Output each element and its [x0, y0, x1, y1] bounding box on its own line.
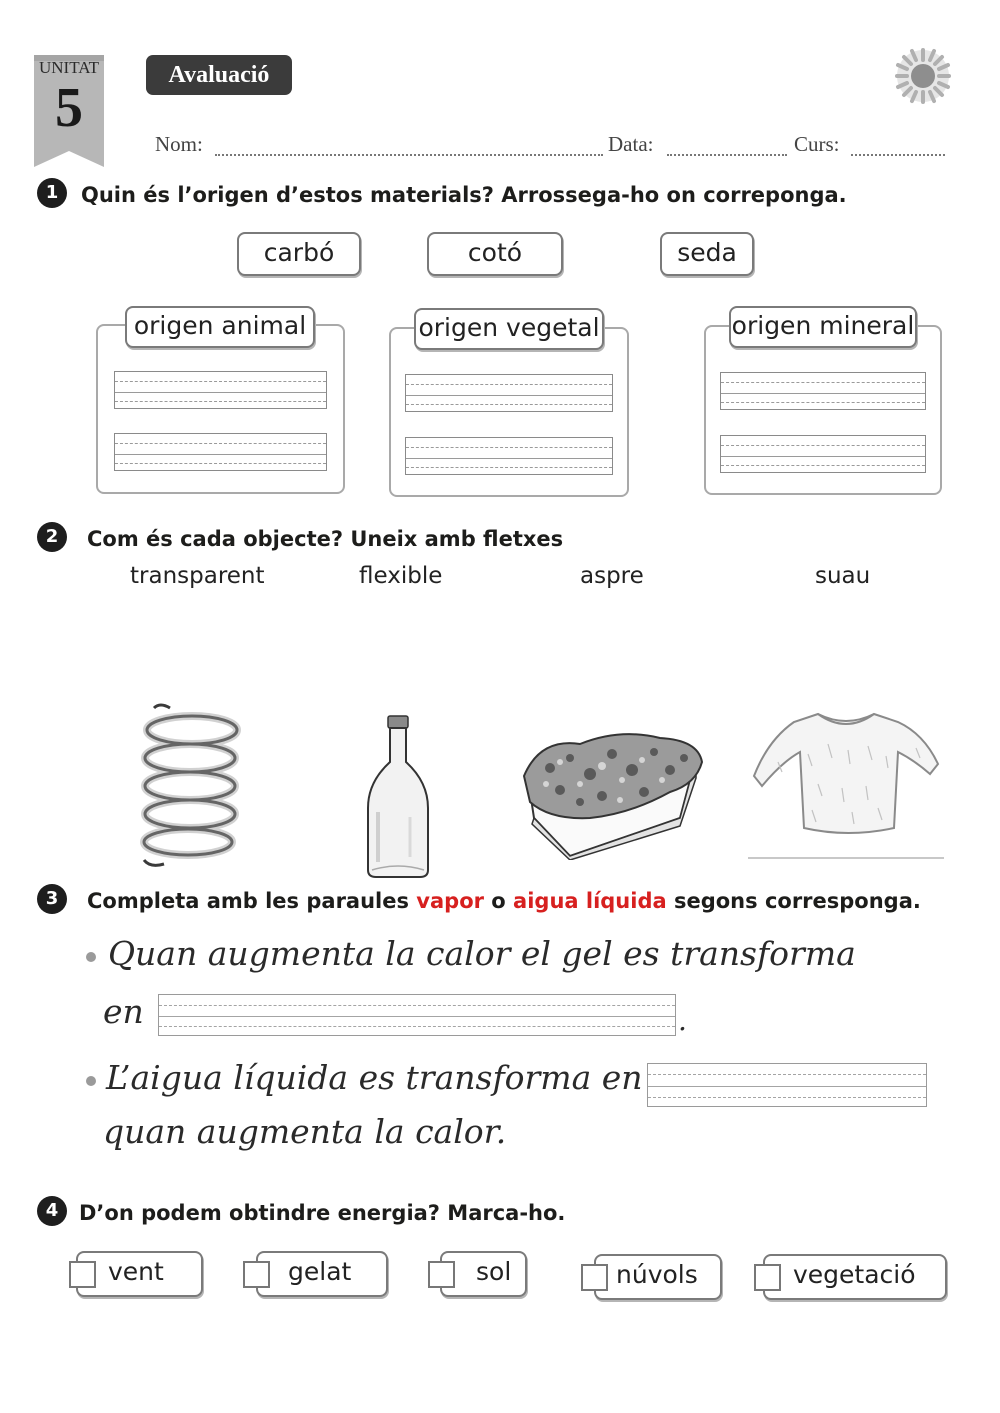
date-field[interactable]: [667, 154, 787, 156]
drop-slot-vegetal-1[interactable]: [405, 374, 613, 412]
category-label-vegetal: origen vegetal: [414, 308, 604, 350]
word-chip-coto[interactable]: cotó: [427, 232, 563, 276]
sentence-2-line-1: L’aigua líquida es transforma en: [106, 1058, 643, 1097]
option-vegetacio[interactable]: vegetació: [763, 1254, 947, 1300]
course-label: Curs:: [794, 132, 840, 156]
sentence-2-line-2: quan augmenta la calor.: [103, 1112, 507, 1151]
sentence-1-line-2: en: [103, 992, 144, 1031]
answer-field-2[interactable]: [647, 1063, 927, 1107]
adjective-transparent[interactable]: transparent: [130, 563, 265, 589]
sweater-image[interactable]: [748, 704, 944, 860]
bullet-2: [86, 1076, 96, 1086]
checkbox-gelat[interactable]: [243, 1261, 270, 1288]
question-3-text-after: segons corresponga.: [666, 889, 921, 913]
unit-label: UNITAT: [38, 58, 99, 77]
sentence-1-line-1: Quan augmenta la calor el gel es transforma: [108, 934, 856, 973]
checkbox-sol[interactable]: [428, 1261, 455, 1288]
question-3-text-mid: o: [483, 889, 514, 913]
option-sol[interactable]: sol: [440, 1251, 527, 1297]
drop-slot-mineral-1[interactable]: [720, 372, 926, 410]
option-nuvols[interactable]: núvols: [594, 1254, 722, 1300]
bottle-image[interactable]: [360, 712, 436, 880]
question-2-text: Com és cada objecte? Uneix amb fletxes: [87, 527, 564, 551]
word-chip-carbo[interactable]: carbó: [237, 232, 361, 276]
checkbox-nuvols[interactable]: [581, 1264, 608, 1291]
drop-slot-animal-2[interactable]: [114, 433, 327, 471]
question-1-text: Quin és l’origen d’estos materials? Arrossega-ho on correponga.: [81, 183, 847, 207]
question-3-text: [87, 889, 921, 913]
name-field[interactable]: [215, 154, 603, 156]
checkbox-vegetacio[interactable]: [754, 1264, 781, 1291]
date-label: Data:: [608, 132, 654, 156]
unit-number: 5: [55, 77, 83, 139]
option-gelat[interactable]: gelat: [256, 1251, 388, 1297]
adjective-flexible[interactable]: flexible: [359, 563, 443, 589]
adjective-aspre[interactable]: aspre: [580, 563, 644, 589]
question-3-badge: 3: [37, 884, 67, 914]
drop-slot-mineral-2[interactable]: [720, 435, 926, 473]
sentence-1-period: .: [678, 1004, 687, 1037]
question-2-badge: 2: [37, 522, 67, 552]
scouring-pad-image[interactable]: [520, 718, 706, 860]
name-label: Nom:: [155, 132, 203, 156]
question-4-text: D’on podem obtindre energia? Marca-ho.: [79, 1201, 566, 1225]
question-1-badge: 1: [37, 178, 67, 208]
page-title: Avaluació: [146, 55, 292, 95]
bullet-1: [86, 952, 96, 962]
keyword-vapor: vapor: [416, 889, 484, 913]
category-label-animal: origen animal: [125, 306, 315, 348]
question-3-text-before: Completa amb les paraules: [87, 889, 417, 913]
checkbox-vent[interactable]: [69, 1261, 96, 1288]
keyword-aigua-liquida: aigua líquida: [513, 889, 667, 913]
sun-logo-icon: [893, 46, 953, 106]
answer-field-1[interactable]: [158, 994, 676, 1036]
spring-image[interactable]: [130, 700, 250, 872]
drop-slot-vegetal-2[interactable]: [405, 437, 613, 475]
drop-slot-animal-1[interactable]: [114, 371, 327, 409]
adjective-suau[interactable]: suau: [815, 563, 871, 589]
option-vent[interactable]: vent: [76, 1251, 203, 1297]
question-4-badge: 4: [37, 1196, 67, 1226]
word-chip-seda[interactable]: seda: [660, 232, 754, 276]
category-label-mineral: origen mineral: [729, 306, 917, 348]
course-field[interactable]: [851, 154, 945, 156]
